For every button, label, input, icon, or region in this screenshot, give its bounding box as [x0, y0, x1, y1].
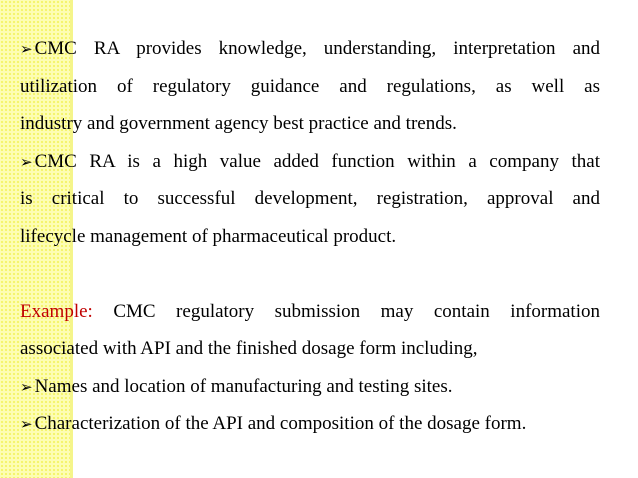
paragraph-2-line-2: is critical to successful development, registration, approval and: [20, 188, 600, 209]
arrow-bullet-icon: ➢: [20, 152, 33, 171]
arrow-bullet-icon: ➢: [20, 415, 33, 433]
paragraph-1-line-3: industry and government agency best practice and trends.: [20, 113, 457, 134]
arrow-bullet-icon: ➢: [20, 40, 33, 58]
blank-line: [20, 255, 600, 293]
paragraph-2-line-3: lifecycle management of pharmaceutical product.: [20, 225, 397, 247]
paragraph-2-line-1: ➢ CMC RA is a high value added function within a company that: [20, 150, 600, 172]
example-line-1: [20, 293, 600, 331]
slide-body: [20, 30, 600, 443]
example-line-2: associated with API and the finished dosage form including,: [20, 338, 478, 359]
paragraph-1-line-2: utilization of regulatory guidance and regulations, as well as: [20, 75, 600, 97]
bullet-item: ➢ Characterization of the API and composition of the dosage form.: [20, 413, 527, 434]
example-label: Example:: [20, 300, 93, 322]
example-text: CMC regulatory submission may contain information: [113, 300, 600, 322]
paragraph-1-line-1: ➢ CMC RA provides knowledge, understanding, interpretation and: [20, 38, 600, 59]
bullet-item: ➢ Names and location of manufacturing and testing sites.: [20, 375, 453, 397]
arrow-bullet-icon: ➢: [20, 377, 33, 396]
